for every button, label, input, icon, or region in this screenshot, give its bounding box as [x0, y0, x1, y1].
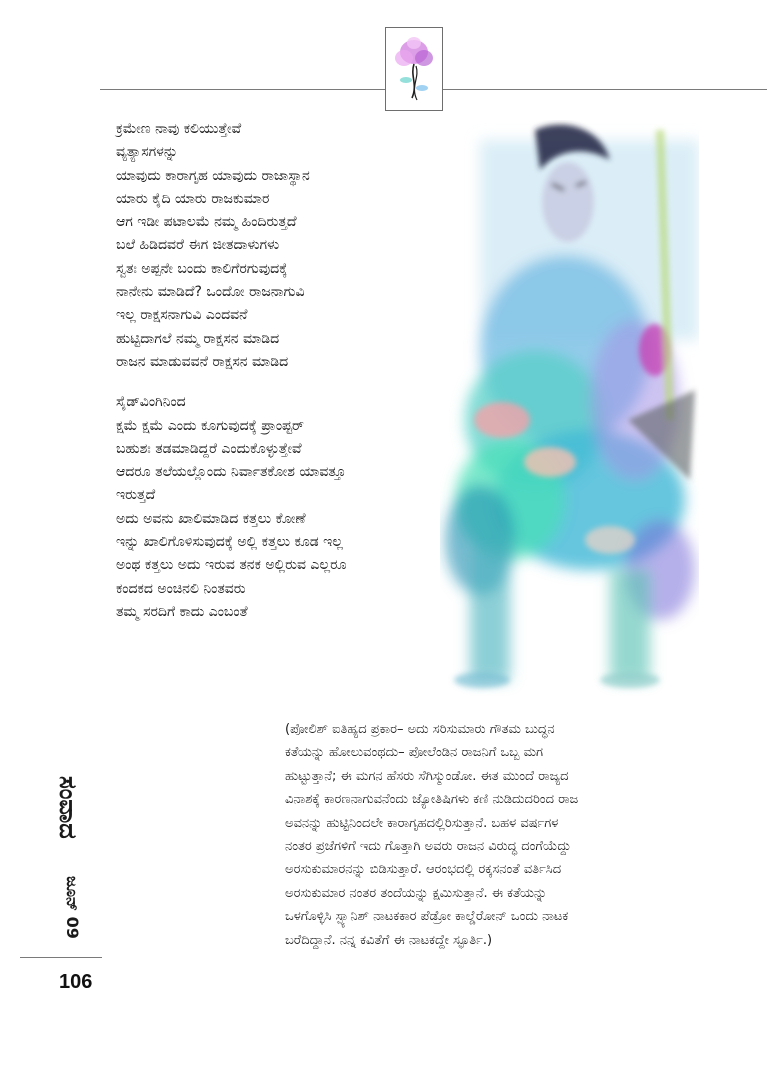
poem-line: ಇರುತ್ತದೆ: [116, 487, 156, 504]
footnote-line: ಅರಸುಕುಮಾರ ನಂತರ ತಂದೆಯನ್ನು ಕ್ಷಮಿಸುತ್ತಾನೆ. ಈ ಕತೆಯನ್ನು: [285, 885, 548, 901]
page-number: 106: [59, 971, 93, 993]
poem-stanza-2: [116, 391, 446, 624]
footnote-line: ಅವನನ್ನು ಹುಟ್ಟಿನಿಂದಲೇ ಕಾರಾಗೃಹದಲ್ಲಿರಿಸುತ್ತಾನೆ. ಬಹಳ ವರ್ಷಗಳ: [285, 815, 559, 831]
poem-line: ಸ್ವತಃ ಅಪ್ಪನೇ ಬಂದು ಕಾಲಿಗೆರಗುವುದಕ್ಕೆ: [116, 260, 288, 277]
poem-line: ರಾಜನ ಮಾಡುವವನೆ ರಾಕ್ಷಸನ ಮಾಡಿದ: [116, 353, 289, 370]
running-title: [54, 776, 102, 946]
footnote-line: ಬರೆದಿದ್ದಾನೆ. ನನ್ನ ಕವಿತೆಗೆ ಈ ನಾಟಕದ್ದೇ ಸ್ಫೂರ್ತಿ.): [285, 932, 493, 948]
poem-line: ತಮ್ಮ ಸರದಿಗೆ ಕಾದು ಎಂಬಂತೆ: [116, 603, 248, 620]
floral-emblem-icon: [386, 28, 442, 110]
poem-line: ಅಂಥ ಕತ್ತಲು ಅದು ಇರುವ ತನಕ ಅಲ್ಲಿರುವ ಎಲ್ಲರೂ: [116, 557, 347, 574]
poem-line: ಆಗ ಇಡೀ ಪಟಾಲಮೆ ನಮ್ಮ ಹಿಂದಿರುತ್ತದೆ: [116, 214, 297, 231]
header-emblem: [385, 27, 443, 111]
footnote-line: ಒಳಗೊಳ್ಳಿಸಿ ಸ್ಪ್ಯಾನಿಶ್ ನಾಟಕಕಾರ ಪೆಡ್ರೋ ಕಾಲ್ಡೆರೋನ್ ಒಂದು ನಾಟಕ: [285, 909, 569, 925]
poem-line: ವ್ಯತ್ಯಾಸಗಳನ್ನು: [116, 144, 178, 161]
poem-line: ಹುಟ್ಟಿದಾಗಲೆ ನಮ್ಮ ರಾಕ್ಷಸನ ಮಾಡಿದ: [116, 330, 280, 347]
poem: [116, 118, 446, 624]
issue-label: ಜೂನ್ 09: [63, 876, 82, 939]
footnote-line: ಹುಟ್ಟುತ್ತಾನೆ; ಈ ಮಗನ ಹೆಸರು ಸೆಗಿಸ್ಮುಂಡೋ. ಈತ ಮುಂದೆ ರಾಜ್ಯದ: [285, 768, 569, 784]
footnote-line: ವಿನಾಶಕ್ಕೆ ಕಾರಣನಾಗುವನೆಂದು ಜ್ಯೋತಿಷಿಗಳು ಕಣಿ ನುಡಿದುದರಿಂದ ರಾಜ: [285, 792, 579, 808]
poem-line: ಸೈಡ್‌ವಿಂಗಿನಿಂದ: [116, 394, 186, 411]
footnote-line: ಅರಸುಕುಮಾರನನ್ನು ಬಿಡಿಸುತ್ತಾರೆ. ಆರಂಭದಲ್ಲಿ ರಕ್ಕಸನಂತೆ ವರ್ತಿಸಿದ: [285, 862, 562, 878]
poem-stanza-1: [116, 118, 446, 374]
poem-line: ಕ್ರಮೇಣ ನಾವು ಕಲಿಯುತ್ತೇವೆ: [116, 121, 242, 137]
illustration: [440, 120, 699, 696]
poem-line: ಬಹುಶಃ ತಡಮಾಡಿದ್ದರೆ ಎಂದುಕೊಳ್ಳುತ್ತೇವೆ: [116, 440, 302, 457]
poem-line: ಇನ್ನು ಖಾಲಿಗೊಳಿಸುವುದಕ್ಕೆ ಅಲ್ಲಿ ಕತ್ತಲು ಕೂಡ ಇಲ್ಲ: [116, 534, 343, 551]
poem-line: ಕಂದಕದ ಅಂಚಿನಲಿ ನಿಂತವರು: [116, 580, 246, 597]
poem-line: ಆದರೂ ತಲೆಯಲ್ಲೊಂದು ನಿರ್ವಾತಕೋಶ ಯಾವತ್ತೂ: [116, 464, 346, 481]
poem-line: ಯಾವುದು ಕಾರಾಗೃಹ ಯಾವುದು ರಾಜಾಸ್ಥಾನ: [116, 167, 310, 184]
magazine-name: ಸಂವಾದ: [54, 776, 82, 839]
footer-rule: [20, 957, 102, 958]
poem-line: ನಾನೇನು ಮಾಡಿದೆ? ಒಂದೋ ರಾಜನಾಗುವಿ: [116, 284, 305, 301]
poem-line: ಯಾರು ಕೈದಿ ಯಾರು ರಾಜಕುಮಾರ: [116, 190, 270, 207]
footnote-line: (ಪೋಲಿಶ್ ಐತಿಹ್ಯದ ಪ್ರಕಾರ– ಅದು ಸರಿಸುಮಾರು ಗೌತಮ ಬುದ್ಧನ: [285, 722, 555, 737]
painted-figure-icon: [440, 120, 699, 696]
poem-line: ಕ್ಷಮೆ ಕ್ಷಮೆ ಎಂದು ಕೂಗುವುದಕ್ಕೆ ಪ್ರಾಂಪ್ಟರ್: [116, 417, 304, 434]
footnote: [285, 718, 745, 952]
poem-line: ಇಲ್ಲ ರಾಕ್ಷಸನಾಗುವಿ ಎಂದವನೆ: [116, 307, 248, 324]
poem-line: ಬಲೆ ಹಿಡಿದವರೆ ಈಗ ಜೀತದಾಳುಗಳು: [116, 237, 280, 254]
poem-line: ಅದು ಅವನು ಖಾಲಿಮಾಡಿದ ಕತ್ತಲು ಕೋಣೆ: [116, 510, 306, 527]
footnote-line: ಕತೆಯನ್ನು ಹೋಲುವಂಥದು– ಪೋಲೆಂಡಿನ ರಾಜನಿಗೆ ಒಬ್ಬ ಮಗ: [285, 745, 543, 761]
footnote-line: ನಂತರ ಪ್ರಜೆಗಳಿಗೆ ಇದು ಗೊತ್ತಾಗಿ ಅವರು ರಾಜನ ವಿರುದ್ಧ ದಂಗೆಯೆದ್ದು: [285, 839, 572, 855]
